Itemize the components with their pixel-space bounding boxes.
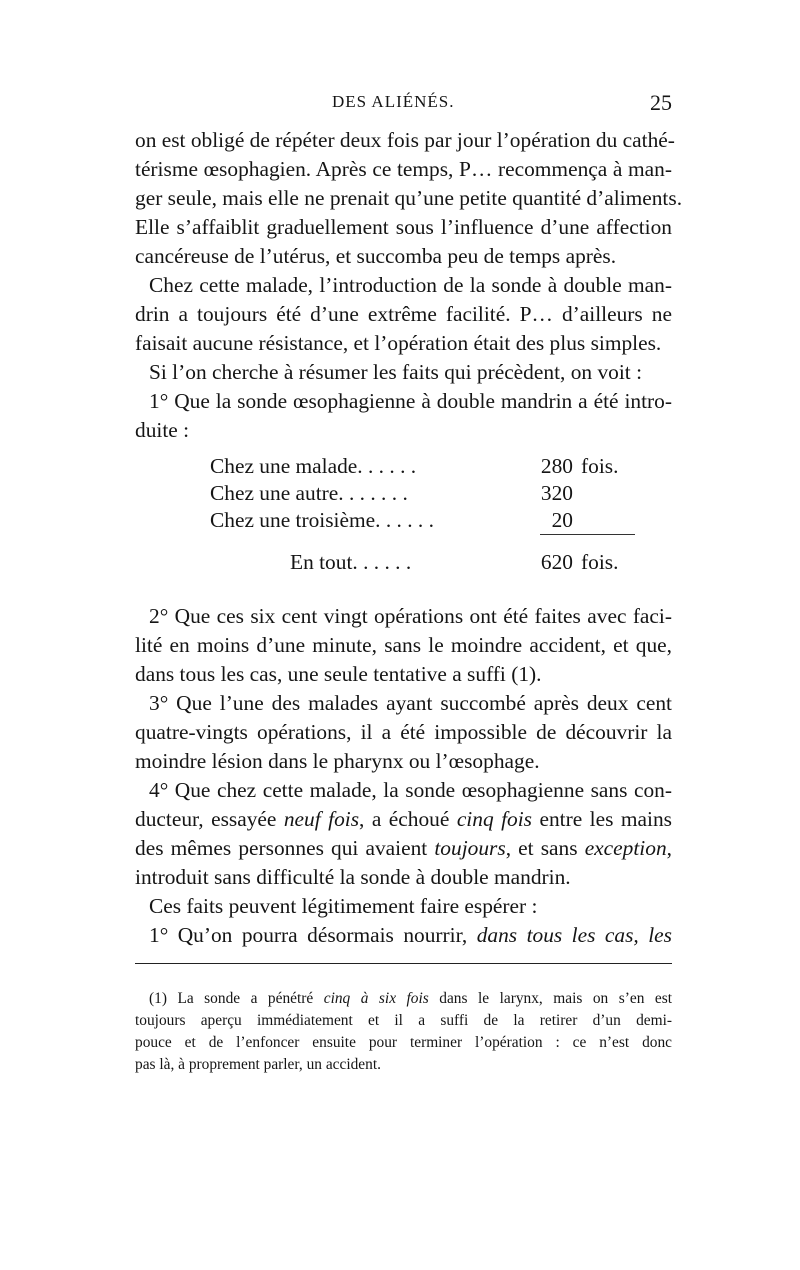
row-value: 320 [540, 481, 573, 505]
text-run: ducteur, essayée [135, 807, 284, 831]
running-head: DES ALIÉNÉS. [332, 92, 455, 111]
body-text-continued [135, 602, 672, 950]
row-value: 20 [551, 508, 573, 532]
row-label: Chez une autre. . . . . . . [210, 481, 408, 505]
text-line: drin a toujours été d’une extrême facilité. P… d’ailleurs ne [135, 302, 672, 326]
text-line: 1° Que la sonde œsophagienne à double mandrin a été intro- [149, 389, 672, 413]
italic-run: exception [584, 836, 667, 860]
text-run: , a échoué [359, 807, 457, 831]
text-line: introduit sans difficulté la sonde à double mandrin. [135, 865, 571, 889]
text-line: dans tous les cas, une seule tentative a suffi (1). [135, 662, 542, 686]
text-line: lité en moins d’une minute, sans le moindre accident, et que, [135, 633, 672, 657]
page-number: 25 [650, 90, 672, 115]
total-value: 620 [540, 550, 573, 574]
total-label: En tout. . . . . . [290, 550, 412, 574]
table-row [210, 454, 630, 483]
text-line [135, 805, 672, 834]
text-line: ger seule, mais elle ne prenait qu’une petite quantité d’aliments. [135, 186, 683, 210]
table-total-row [210, 550, 630, 579]
text-line: quatre-vingts opérations, il a été impossible de découvrir la [135, 720, 672, 744]
sum-rule [540, 534, 635, 535]
table-row [210, 481, 630, 510]
text-line: 4° Que chez cette malade, la sonde œsophagienne sans con- [149, 778, 672, 802]
text-line: on est obligé de répéter deux fois par jour l’opération du cathé- [135, 128, 675, 152]
italic-run: cinq fois [456, 807, 532, 831]
text-line: Ces faits peuvent légitimement faire espérer : [149, 894, 538, 918]
text-run: dans le larynx, mais on s’en est [428, 990, 672, 1007]
footnote-line: toujours aperçu immédiatement et il a suffi de la retirer d’un demi- [135, 1012, 672, 1029]
footnote-separator [135, 963, 672, 964]
italic-run: neuf fois [283, 807, 360, 831]
footnote-line [135, 988, 672, 1010]
footnote-line: pas là, à proprement parler, un accident. [135, 1056, 381, 1073]
text-line: duite : [135, 418, 190, 442]
row-unit: fois. [581, 454, 619, 478]
italic-run: dans tous les cas, les [476, 923, 673, 947]
text-line: Si l’on cherche à résumer les faits qui précèdent, on voit : [149, 360, 643, 384]
text-line: Elle s’affaiblit graduellement sous l’influence d’une affection [135, 215, 672, 239]
text-run: (1) La sonde a pénétré [149, 990, 324, 1007]
text-run: , et sans [505, 836, 585, 860]
text-line: moindre lésion dans le pharynx ou l’œsophage. [135, 749, 540, 773]
body-text [135, 126, 683, 445]
italic-run: toujours [434, 836, 506, 860]
text-run: , [666, 836, 672, 860]
page-header [135, 92, 672, 122]
text-line: cancéreuse de l’utérus, et succomba peu de temps après. [135, 244, 617, 268]
text-line: 3° Que l’une des malades ayant succombé après deux cent [149, 691, 672, 715]
text-line: faisait aucune résistance, et l’opération était des plus simples. [135, 331, 662, 355]
row-label: Chez une troisième. . . . . . [210, 508, 434, 532]
text-run: entre les mains [532, 807, 672, 831]
text-line [135, 921, 672, 950]
row-value: 280 [540, 454, 573, 478]
footnote-line: pouce et de l’enfoncer ensuite pour terminer l’opération : ce n’est donc [135, 1034, 672, 1051]
text-run: des mêmes personnes qui avaient [135, 836, 435, 860]
footnote [135, 988, 672, 1076]
italic-run: cinq à six fois [323, 990, 429, 1007]
row-label: Chez une malade. . . . . . [210, 454, 417, 478]
table-row [210, 508, 630, 537]
text-line: térisme œsophagien. Après ce temps, P… recommença à man- [135, 157, 672, 181]
text-line: 2° Que ces six cent vingt opérations ont été faites avec faci- [149, 604, 672, 628]
text-line: Chez cette malade, l’introduction de la sonde à double man- [149, 273, 672, 297]
total-unit: fois. [581, 550, 619, 574]
text-line [135, 834, 672, 863]
text-run: 1° Qu’on pourra désormais nourrir, [149, 923, 477, 947]
